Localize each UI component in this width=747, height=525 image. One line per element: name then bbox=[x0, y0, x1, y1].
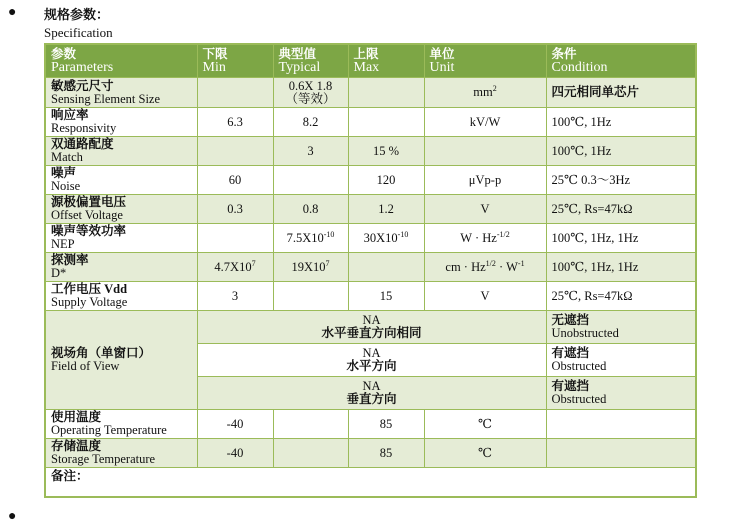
table-row bbox=[45, 410, 696, 439]
table-row bbox=[45, 253, 696, 282]
min-cell: 3 bbox=[197, 282, 273, 311]
header-typical: 典型值 Typical bbox=[273, 44, 348, 78]
unit-cell: $mm^2$ bbox=[424, 78, 546, 108]
param-cell: 敏感元尺寸 Sensing Element Size bbox=[45, 78, 197, 108]
typ-cell: 0.6X 1.8 （等效） bbox=[273, 78, 348, 108]
fov-value-cell: NA 水平方向 bbox=[197, 344, 546, 377]
unit-cell: V bbox=[424, 195, 546, 224]
max-cell: $30X10^{-10}$ bbox=[348, 224, 424, 253]
table-row bbox=[45, 282, 696, 311]
table-row bbox=[45, 195, 696, 224]
typ-cell bbox=[273, 166, 348, 195]
unit-cell: V bbox=[424, 282, 546, 311]
min-cell: 60 bbox=[197, 166, 273, 195]
bullet-icon: ● bbox=[8, 5, 17, 20]
table-header-row bbox=[45, 44, 696, 78]
max-cell: 15 bbox=[348, 282, 424, 311]
cond-cell bbox=[546, 439, 696, 468]
param-cell: 源极偏置电压 Offset Voltage bbox=[45, 195, 197, 224]
param-cell: 探测率 D* bbox=[45, 253, 197, 282]
table-row bbox=[45, 439, 696, 468]
unit-cell: $W \cdot Hz^{-1/2}$ bbox=[424, 224, 546, 253]
table-row-remark bbox=[45, 468, 696, 497]
typ-cell bbox=[273, 410, 348, 439]
header-max: 上限 Max bbox=[348, 44, 424, 78]
fov-cond-cell: 有遮挡 Obstructed bbox=[546, 344, 696, 377]
table-row-fov bbox=[45, 311, 696, 344]
min-cell bbox=[197, 78, 273, 108]
remark-cell: 备注： bbox=[45, 468, 696, 497]
param-cell: 存储温度 Storage Temperature bbox=[45, 439, 197, 468]
cond-cell: 25℃, Rs=47kΩ bbox=[546, 195, 696, 224]
table-row bbox=[45, 108, 696, 137]
section-heading-zh: 规格参数： bbox=[44, 7, 110, 22]
param-cell: 噪声等效功率 NEP bbox=[45, 224, 197, 253]
min-cell: -40 bbox=[197, 439, 273, 468]
section-heading-en: Specification bbox=[44, 25, 113, 40]
param-cell: 工作电压 Vdd Supply Voltage bbox=[45, 282, 197, 311]
typ-cell: 0.8 bbox=[273, 195, 348, 224]
param-cell: 双通路配度 Match bbox=[45, 137, 197, 166]
fov-value-cell: NA 垂直方向 bbox=[197, 377, 546, 410]
param-cell: 噪声 Noise bbox=[45, 166, 197, 195]
max-cell bbox=[348, 108, 424, 137]
min-cell: -40 bbox=[197, 410, 273, 439]
fov-value-cell: NA 水平垂直方向相同 bbox=[197, 311, 546, 344]
typ-cell: $7.5X10^{-10}$ bbox=[273, 224, 348, 253]
typ-cell: 8.2 bbox=[273, 108, 348, 137]
table-row bbox=[45, 137, 696, 166]
cond-cell: 四元相同单芯片 bbox=[546, 78, 696, 108]
min-cell: $4.7X10^7$ bbox=[197, 253, 273, 282]
unit-cell: cm · $Hz^{1/2} \cdot W^{-1}$ bbox=[424, 253, 546, 282]
max-cell: 85 bbox=[348, 410, 424, 439]
max-cell: 1.2 bbox=[348, 195, 424, 224]
fov-param-cell: 视场角（单窗口） Field of View bbox=[45, 311, 197, 410]
table-row bbox=[45, 166, 696, 195]
unit-cell: ℃ bbox=[424, 439, 546, 468]
min-cell bbox=[197, 137, 273, 166]
cond-cell bbox=[546, 410, 696, 439]
cond-cell: 100℃, 1Hz bbox=[546, 108, 696, 137]
header-unit: 单位 Unit bbox=[424, 44, 546, 78]
max-cell: 85 bbox=[348, 439, 424, 468]
max-cell bbox=[348, 78, 424, 108]
min-cell bbox=[197, 224, 273, 253]
header-parameters: 参数 Parameters bbox=[45, 44, 197, 78]
unit-cell: ℃ bbox=[424, 410, 546, 439]
cond-cell: 25℃ 0.3～3Hz bbox=[546, 166, 696, 195]
param-cell: 响应率 Responsivity bbox=[45, 108, 197, 137]
cond-cell: 25℃, Rs=47kΩ bbox=[546, 282, 696, 311]
table-row bbox=[45, 78, 696, 108]
fov-cond-cell: 无遮挡 Unobstructed bbox=[546, 311, 696, 344]
param-cell: 使用温度 Operating Temperature bbox=[45, 410, 197, 439]
typ-cell: $19X10^7$ bbox=[273, 253, 348, 282]
min-cell: 6.3 bbox=[197, 108, 273, 137]
unit-cell: μVp-p bbox=[424, 166, 546, 195]
typ-cell bbox=[273, 282, 348, 311]
cond-cell: 100℃, 1Hz, 1Hz bbox=[546, 253, 696, 282]
min-cell: 0.3 bbox=[197, 195, 273, 224]
unit-cell bbox=[424, 137, 546, 166]
typ-cell: 3 bbox=[273, 137, 348, 166]
max-cell: 120 bbox=[348, 166, 424, 195]
typ-cell bbox=[273, 439, 348, 468]
unit-cell: kV/W bbox=[424, 108, 546, 137]
fov-cond-cell: 有遮挡 Obstructed bbox=[546, 377, 696, 410]
cond-cell: 100℃, 1Hz, 1Hz bbox=[546, 224, 696, 253]
max-cell: 15 % bbox=[348, 137, 424, 166]
cond-cell: 100℃, 1Hz bbox=[546, 137, 696, 166]
table-row bbox=[45, 224, 696, 253]
max-cell bbox=[348, 253, 424, 282]
header-condition: 条件 Condition bbox=[546, 44, 696, 78]
spec-table bbox=[44, 43, 697, 498]
header-min: 下限 Min bbox=[197, 44, 273, 78]
bullet-icon: ● bbox=[8, 509, 17, 524]
